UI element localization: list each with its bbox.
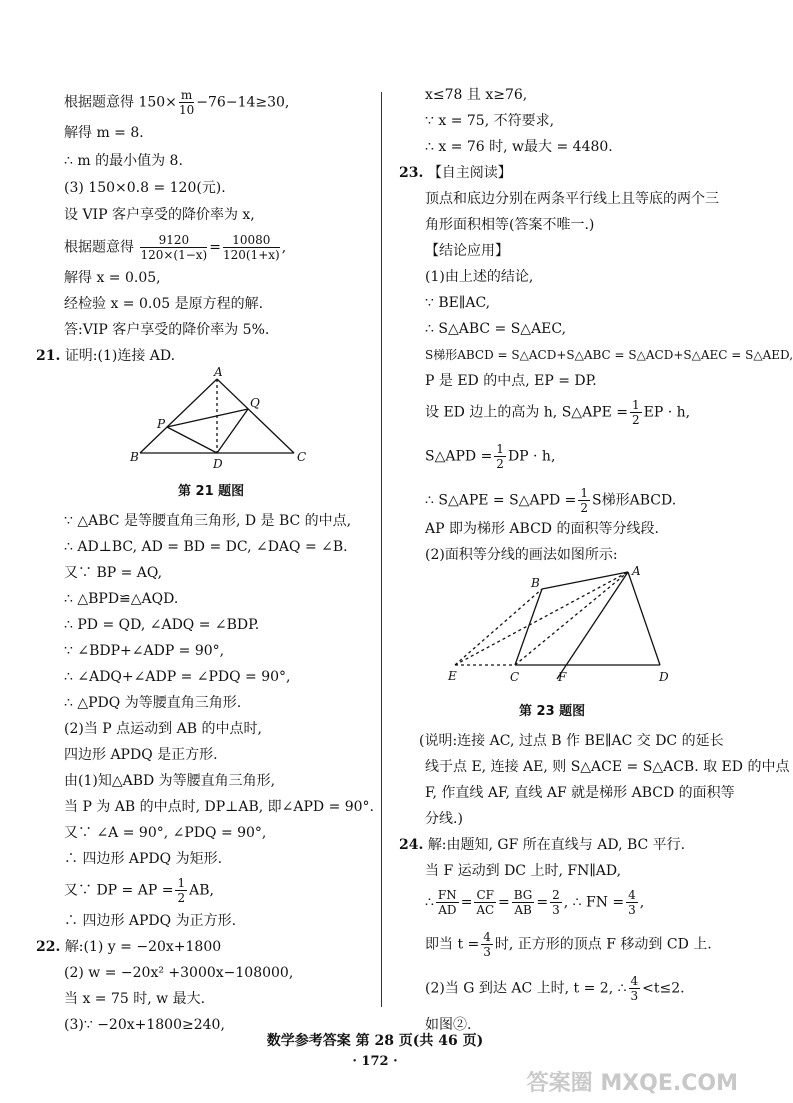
text: 即当 t = — [425, 936, 480, 953]
text-line — [425, 888, 644, 917]
fraction — [512, 888, 535, 917]
text: , — [281, 239, 287, 256]
text-line: F, 作直线 AF, 直线 AF 就是梯形 ABCD 的面积等 — [425, 785, 735, 801]
numerator: 1 — [496, 442, 504, 456]
numerator: 4 — [628, 888, 636, 902]
text-line — [425, 442, 555, 471]
text: , — [639, 894, 645, 911]
text-line: ∵ △ABC 是等腰直角三角形, D 是 BC 的中点, — [64, 513, 352, 529]
text-line: 当 P 为 AB 的中点时, DP⊥AB, 即∠APD = 90°. — [64, 799, 375, 815]
text-line — [425, 930, 712, 959]
text-line: 分线.) — [425, 811, 463, 827]
numerator: 4 — [483, 930, 491, 944]
text-line: AP 即为梯形 ABCD 的面积等分线段. — [425, 521, 659, 537]
text-line: ∴ △PDQ 为等腰直角三角形. — [64, 695, 242, 711]
label-q: Q — [250, 396, 260, 410]
label-p: P — [157, 417, 166, 431]
text-line: ∴ S△ABC = S△AEC, — [425, 321, 567, 337]
numerator: BG — [513, 888, 533, 902]
fraction — [179, 88, 194, 117]
text-line: 【结论应用】 — [425, 243, 509, 259]
numerator: 4 — [630, 974, 639, 988]
text-line: (2) w = −20x² +3000x−108000, — [64, 965, 294, 981]
text-line: (2)当 P 点运动到 AB 的中点时, — [64, 721, 262, 737]
question-24 — [399, 836, 685, 854]
fraction — [223, 233, 280, 262]
text: = — [209, 239, 221, 256]
question-23 — [399, 164, 512, 182]
denominator: 3 — [630, 989, 639, 1003]
text-line: 线于点 E, 连接 AE, 则 S△ACE = S△ACB. 取 ED 的中点 — [425, 759, 790, 775]
fraction — [494, 442, 506, 471]
text: S梯形ABCD. — [592, 492, 677, 509]
text-line: 顶点和底边分别在两条平行线上且等底的两个三 — [425, 191, 719, 207]
text-line: 角形面积相等(答案不唯一.) — [425, 217, 595, 233]
denominator: 2 — [496, 457, 504, 471]
numerator: FN — [437, 888, 457, 902]
text-line — [64, 876, 214, 905]
text-line: ∴ △BPD≌△AQD. — [64, 591, 179, 607]
label-b: B — [130, 450, 139, 464]
fraction — [578, 486, 590, 515]
label-a: A — [632, 564, 641, 578]
question-21 — [36, 347, 175, 365]
text-line: (说明:连接 AC, 过点 B 作 BE∥AC 交 DC 的延长 — [419, 733, 724, 749]
text-line: 解得 x = 0.05, — [64, 270, 161, 286]
line-ac — [217, 379, 294, 453]
denominator: 3 — [628, 903, 636, 917]
fraction — [481, 930, 493, 959]
text: EP · h, — [643, 404, 691, 421]
text: 根据题意得 150× — [64, 94, 177, 111]
text-line: 经检验 x = 0.05 是原方程的解. — [64, 296, 264, 312]
question-number: 22. — [36, 939, 61, 955]
denominator: 120×(1−x) — [140, 248, 208, 262]
text: 根据题意得 — [64, 239, 134, 256]
denominator: 120(1+x) — [222, 248, 280, 262]
text: = — [460, 894, 473, 911]
line-ba — [542, 572, 628, 589]
text-line — [425, 398, 690, 427]
label-d: D — [213, 457, 223, 471]
label-d: D — [659, 670, 669, 684]
text-line: ∴ ∠ADQ+∠ADP = ∠PDQ = 90°, — [64, 669, 291, 685]
text-line: S梯形ABCD = S△ACD+S△ABC = S△ACD+S△AEC = S△AED, — [425, 348, 793, 362]
fraction — [436, 888, 459, 917]
text-line: 又∵ BP = AQ, — [64, 565, 163, 581]
denominator: 3 — [483, 945, 491, 959]
text: S△APD = — [425, 448, 493, 465]
text-line: (3)∵ −20x+1800≥240, — [64, 1017, 225, 1033]
text-line: 又∵ ∠A = 90°, ∠PDQ = 90°, — [64, 825, 267, 841]
text: , ∴ FN = — [563, 894, 625, 911]
question-22 — [36, 938, 221, 956]
text: (2)当 G 到达 AC 上时, t = 2, ∴ — [425, 980, 627, 997]
denominator: 2 — [177, 891, 186, 905]
text-line: 当 x = 75 时, w 最大. — [64, 991, 206, 1007]
text: 又∵ DP = AP = — [64, 882, 174, 899]
figure-21-caption: 第 21 题图 — [178, 484, 245, 499]
text-line: 由(1)知△ABD 为等腰直角三角形, — [64, 773, 276, 789]
watermark: 答案圈 MXQE.COM — [526, 1071, 738, 1096]
page-number: · 172 · — [352, 1054, 398, 1069]
denominator: 2 — [580, 501, 589, 515]
text: ∴ — [425, 894, 434, 911]
label-c: C — [297, 450, 307, 464]
question-number: 24. — [399, 837, 424, 853]
text: 解:由题知, GF 所在直线与 AD, BC 平行. — [427, 837, 686, 853]
line-ba — [140, 379, 217, 453]
text-line — [64, 88, 289, 117]
text: = — [498, 894, 510, 911]
figure-21 — [130, 367, 310, 477]
denominator: AB — [514, 903, 532, 917]
text: AB, — [189, 882, 214, 899]
label-e: E — [448, 669, 457, 683]
denominator: AC — [476, 903, 495, 917]
fraction — [550, 888, 562, 917]
numerator: 1 — [177, 876, 186, 890]
line-dq — [217, 409, 248, 453]
text-line: ∴ AD⊥BC, AD = BD = DC, ∠DAQ = ∠B. — [64, 539, 348, 555]
text-line: P 是 ED 的中点, EP = DP. — [425, 373, 597, 389]
text-line: x≤78 且 x≥76, — [425, 87, 528, 103]
numerator: 2 — [552, 888, 560, 902]
text-line: (3) 150×0.8 = 120(元). — [64, 180, 226, 196]
denominator: 2 — [632, 413, 640, 427]
text: = — [536, 894, 549, 911]
question-number: 21. — [36, 348, 61, 364]
text-line: 答:VIP 客户享受的降价率为 5%. — [64, 322, 270, 338]
numerator: 9120 — [140, 233, 207, 248]
fraction — [175, 876, 187, 905]
text: 时, 正方形的顶点 F 移动到 CD 上. — [494, 936, 712, 953]
label-c: C — [510, 670, 520, 684]
text-line: (2)面积等分线的画法如图所示: — [425, 547, 618, 563]
fraction — [626, 888, 638, 917]
fraction — [474, 888, 496, 917]
text-line: ∵ BE∥AC, — [425, 295, 491, 311]
footer-title: 数学参考答案 第 28 页(共 46 页) — [266, 1033, 484, 1049]
text-line: ∴ 四边形 APDQ 为正方形. — [64, 913, 237, 929]
label-f: F — [558, 670, 567, 684]
line-pd — [167, 427, 217, 453]
text-line: 当 F 运动到 DC 上时, FN∥AD, — [425, 863, 622, 879]
text: −76−14≥30, — [196, 94, 290, 111]
text-line: 解得 m = 8. — [64, 125, 144, 141]
text-line — [425, 974, 685, 1003]
text: 【自主阅读】 — [427, 165, 512, 181]
line-ad — [628, 572, 660, 665]
figure-23-caption: 第 23 题图 — [519, 704, 586, 719]
text-line: 四边形 APDQ 是正方形. — [64, 747, 218, 763]
numerator: 1 — [632, 398, 640, 412]
denominator: AD — [438, 903, 457, 917]
text: DP · h, — [507, 448, 556, 465]
text: 设 ED 边上的高为 h, S△APE = — [425, 404, 628, 421]
fraction — [630, 398, 642, 427]
line-ea — [455, 572, 628, 665]
label-b: B — [531, 576, 540, 590]
text: ∴ S△APE = S△APD = — [425, 492, 577, 509]
text-line — [64, 233, 286, 262]
question-number: 23. — [399, 165, 424, 181]
text-line: ∴ 四边形 APDQ 为矩形. — [64, 851, 223, 867]
text: 解:(1) y = −20x+1800 — [64, 939, 222, 955]
numerator: CF — [476, 888, 494, 902]
fraction — [629, 974, 641, 1003]
text-line: ∵ ∠BDP+∠ADP = 90°, — [64, 643, 225, 659]
text-line: 设 VIP 客户享受的降价率为 x, — [64, 207, 255, 223]
text-line: ∴ m 的最小值为 8. — [64, 153, 183, 169]
text-line: 如图②. — [425, 1017, 472, 1033]
numerator: 10080 — [223, 233, 280, 248]
denominator: 10 — [178, 103, 195, 117]
text-line: (1)由上述的结论, — [425, 269, 534, 285]
line-pq — [167, 409, 248, 427]
text: 证明:(1)连接 AD. — [64, 348, 176, 364]
numerator: 1 — [580, 486, 589, 500]
text-line: ∴ PD = QD, ∠ADQ = ∠BDP. — [64, 617, 260, 633]
fraction — [140, 233, 207, 262]
column-divider — [381, 92, 382, 1007]
figure-23 — [445, 564, 680, 697]
label-a: A — [214, 365, 223, 379]
text: <t≤2. — [642, 980, 685, 997]
line-af — [557, 572, 628, 679]
text-line: ∵ x = 75, 不符要求, — [425, 113, 555, 129]
denominator: 3 — [552, 903, 560, 917]
numerator: m — [180, 88, 193, 102]
text-line: ∴ x = 76 时, w最大 = 4480. — [425, 139, 613, 155]
text-line — [425, 486, 676, 515]
